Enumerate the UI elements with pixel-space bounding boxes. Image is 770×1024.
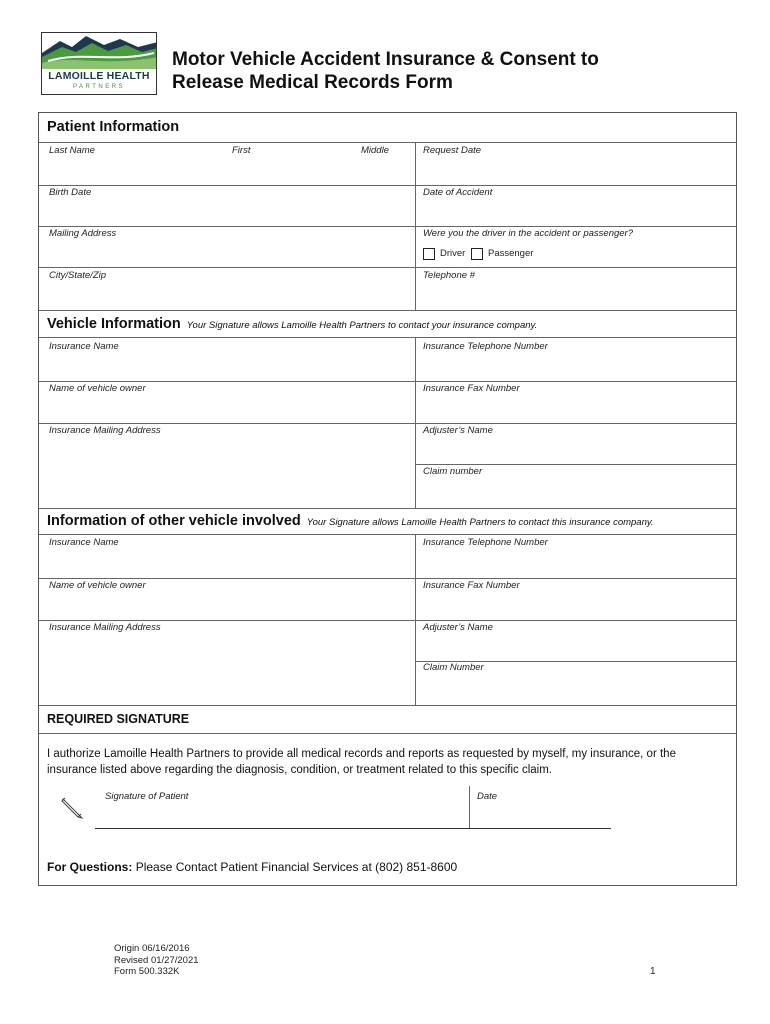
date-line[interactable] xyxy=(469,828,611,829)
divider xyxy=(39,620,736,621)
logo-name: LAMOILLE HEALTH xyxy=(48,70,150,82)
other-vehicle-heading: Information of other vehicle involved xyxy=(47,513,301,529)
last-name-field[interactable]: Last Name xyxy=(49,145,95,156)
divider xyxy=(39,381,736,382)
vehicle-insurance-name-field[interactable]: Insurance Name xyxy=(49,341,119,352)
divider xyxy=(39,705,736,706)
vehicle-insurance-fax-field[interactable]: Insurance Fax Number xyxy=(423,383,520,394)
other-vehicle-note: Your Signature allows Lamoille Health Partners to contact this insurance company. xyxy=(306,517,654,528)
logo-sub: PARTNERS xyxy=(72,84,126,90)
revised-date: Revised 01/27/2021 xyxy=(114,954,199,966)
form-footer xyxy=(114,943,199,978)
other-vehicle-section-heading xyxy=(39,513,736,529)
telephone-field[interactable]: Telephone # xyxy=(423,270,475,281)
date-of-accident-field[interactable]: Date of Accident xyxy=(423,187,493,198)
divider xyxy=(39,185,736,186)
divider xyxy=(415,464,736,465)
signature-divider xyxy=(469,786,470,828)
driver-checkbox[interactable] xyxy=(423,248,435,260)
city-state-zip-field[interactable]: City/State/Zip xyxy=(49,270,107,281)
divider xyxy=(39,267,736,268)
patient-heading: Patient Information xyxy=(47,119,180,135)
divider xyxy=(39,337,736,338)
driver-label: Driver xyxy=(440,248,466,259)
vehicle-heading: Vehicle Information xyxy=(47,316,181,332)
patient-signature-label: Signature of Patient xyxy=(105,791,189,802)
page-title xyxy=(172,48,599,94)
other-owner-field[interactable]: Name of vehicle owner xyxy=(49,580,146,591)
title-line-1: Motor Vehicle Accident Insurance & Consent to xyxy=(172,49,599,70)
vehicle-adjuster-field[interactable]: Adjuster’s Name xyxy=(423,425,493,436)
vehicle-note: Your Signature allows Lamoille Health Partners to contact your insurance company. xyxy=(186,320,538,331)
authorization-text: I authorize Lamoille Health Partners to provide all medical records and reports as requested by myself, my insurance, or the insurance listed above regarding the diagnosis, condition, or treatment related to this specific claim. xyxy=(47,748,676,776)
origin-date: Origin 06/16/2016 xyxy=(114,943,190,954)
divider xyxy=(39,142,736,143)
vehicle-insurance-address-field[interactable]: Insurance Mailing Address xyxy=(49,425,161,436)
questions-line xyxy=(47,860,457,874)
signature-heading: REQUIRED SIGNATURE xyxy=(47,712,190,726)
middle-name-field[interactable]: Middle xyxy=(361,145,389,156)
other-claim-field[interactable]: Claim Number xyxy=(423,662,484,673)
patient-section-heading xyxy=(39,119,736,135)
questions-text: Please Contact Patient Financial Services at (802) 851-8600 xyxy=(135,860,458,874)
request-date-field[interactable]: Request Date xyxy=(423,145,482,156)
vehicle-section-heading xyxy=(39,316,736,332)
divider xyxy=(39,226,736,227)
other-insurance-phone-field[interactable]: Insurance Telephone Number xyxy=(423,537,548,548)
vehicle-owner-field[interactable]: Name of vehicle owner xyxy=(49,383,146,394)
other-insurance-name-field[interactable]: Insurance Name xyxy=(49,537,119,548)
mailing-address-field[interactable]: Mailing Address xyxy=(49,228,117,239)
divider xyxy=(39,423,736,424)
passenger-checkbox[interactable] xyxy=(471,248,483,260)
title-line-2: Release Medical Records Form xyxy=(172,72,453,93)
lamoille-health-logo xyxy=(41,32,157,95)
other-adjuster-field[interactable]: Adjuster’s Name xyxy=(423,622,493,633)
vehicle-claim-field[interactable]: Claim number xyxy=(423,466,483,477)
patient-signature-line[interactable] xyxy=(95,828,469,829)
form-body xyxy=(38,112,737,886)
divider xyxy=(39,733,736,734)
divider xyxy=(39,310,736,311)
passenger-label: Passenger xyxy=(488,248,534,259)
form-number: Form 500.332K xyxy=(114,966,180,977)
vehicle-insurance-phone-field[interactable]: Insurance Telephone Number xyxy=(423,341,548,352)
divider xyxy=(39,508,736,509)
page-number: 1 xyxy=(650,966,656,977)
date-label: Date xyxy=(477,791,498,802)
divider xyxy=(39,578,736,579)
first-name-field[interactable]: First xyxy=(232,145,251,156)
other-insurance-address-field[interactable]: Insurance Mailing Address xyxy=(49,622,161,633)
driver-question: Were you the driver in the accident or passenger? xyxy=(423,228,633,239)
questions-label: For Questions: xyxy=(47,860,133,874)
pen-icon xyxy=(59,795,85,821)
divider xyxy=(39,534,736,535)
birth-date-field[interactable]: Birth Date xyxy=(49,187,92,198)
other-insurance-fax-field[interactable]: Insurance Fax Number xyxy=(423,580,520,591)
